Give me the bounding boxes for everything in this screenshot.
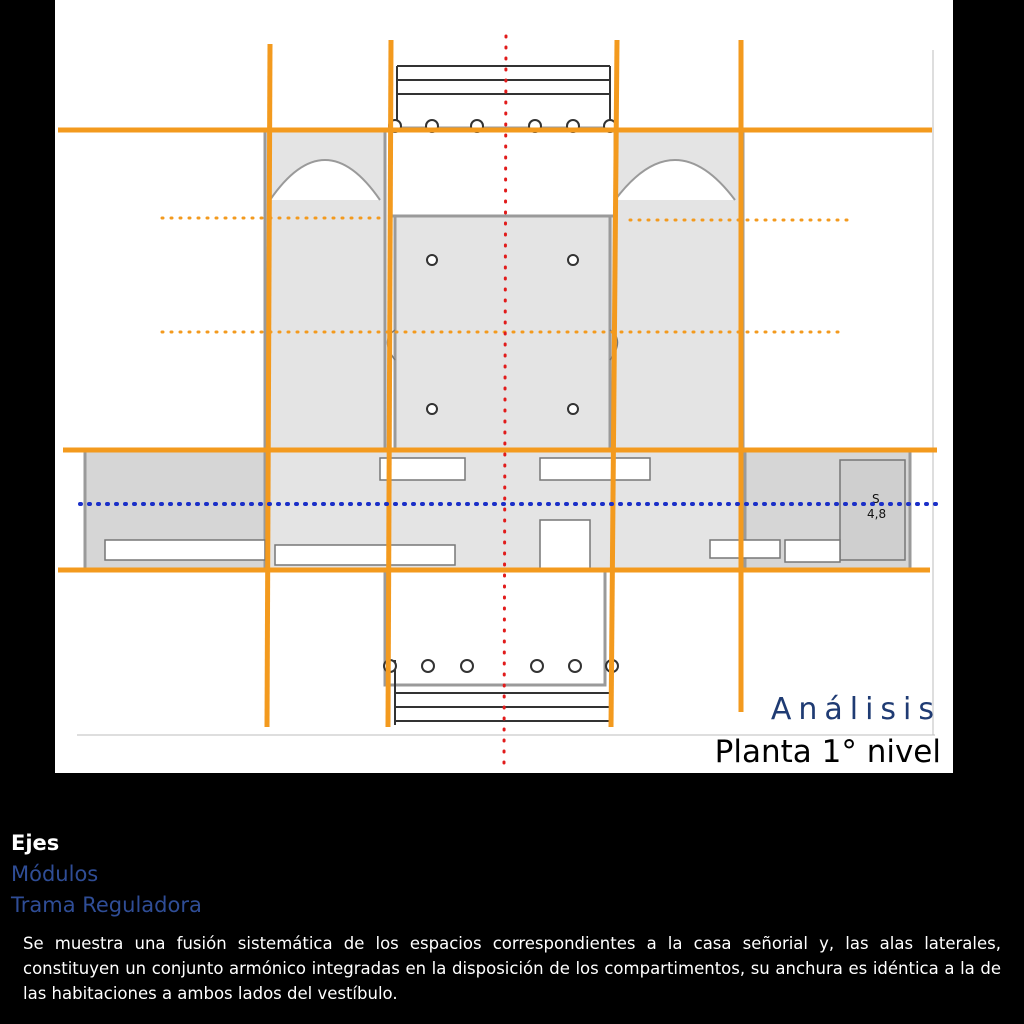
diagram-title-planta: Planta 1° nivel xyxy=(714,734,941,770)
building-masses xyxy=(85,128,910,685)
axis-v-1 xyxy=(267,44,270,727)
legend xyxy=(11,828,202,921)
legend-ejes: Ejes xyxy=(11,831,60,855)
floor-plan-drawing xyxy=(55,0,953,773)
legend-modulos: Módulos xyxy=(11,862,99,886)
room-value: 4,8 xyxy=(867,507,887,521)
axis-v-2 xyxy=(388,40,391,727)
floor-plan-panel xyxy=(55,0,953,773)
top-porch xyxy=(390,128,615,216)
diagram-title-analisis: Análisis xyxy=(770,692,941,727)
description-text: Se muestra una fusión sistemática de los espacios correspondientes a la casa señorial y, las alas laterales, constituyen un conjunto armónico integradas en la disposición de los compartimentos, su anchura es idéntica a la de las habitaciones a ambos lados del vestíbulo. xyxy=(23,934,1001,1003)
legend-trama: Trama Reguladora xyxy=(11,893,202,917)
room-label: S xyxy=(872,492,880,506)
